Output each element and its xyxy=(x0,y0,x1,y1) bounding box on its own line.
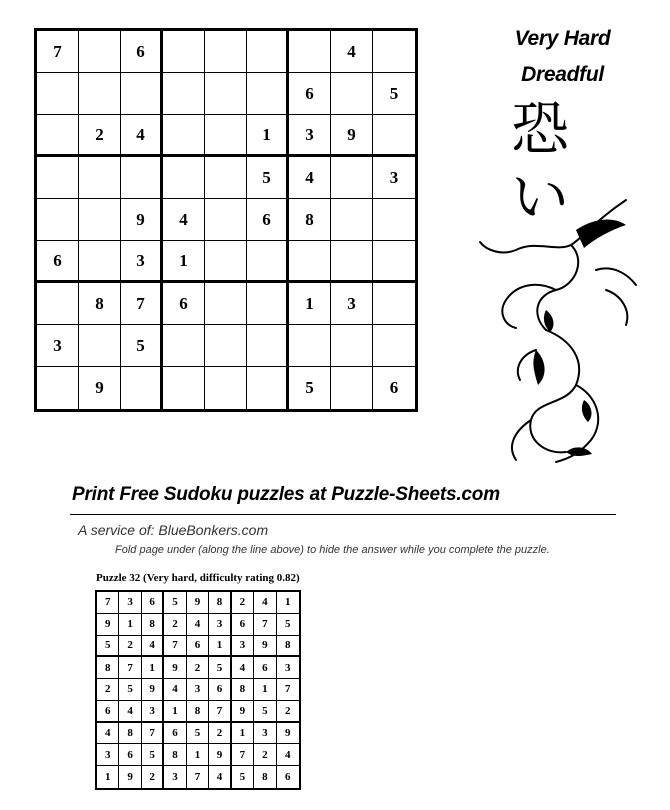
answer-cell: 9 xyxy=(164,657,186,679)
answer-cell: 9 xyxy=(254,636,276,658)
answer-cell: 9 xyxy=(97,614,119,636)
dragon-icon xyxy=(476,190,646,470)
answer-cell: 4 xyxy=(119,701,141,723)
puzzle-cell: 7 xyxy=(37,31,79,73)
difficulty-label: Very Hard xyxy=(514,27,611,50)
puzzle-cell: 6 xyxy=(121,31,163,73)
puzzle-cell: 9 xyxy=(331,115,373,157)
answer-cell: 4 xyxy=(232,657,254,679)
puzzle-cell xyxy=(331,199,373,241)
answer-cell: 3 xyxy=(142,701,164,723)
answer-cell: 3 xyxy=(277,657,299,679)
puzzle-cell xyxy=(247,367,289,409)
answer-cell: 2 xyxy=(164,614,186,636)
answer-cell: 9 xyxy=(209,744,231,766)
puzzle-cell xyxy=(331,325,373,367)
answer-cell: 1 xyxy=(209,636,231,658)
puzzle-cell xyxy=(163,115,205,157)
puzzle-cell: 3 xyxy=(331,283,373,325)
site-title: Print Free Sudoku puzzles at Puzzle-Sheets.com xyxy=(72,484,500,505)
puzzle-cell: 5 xyxy=(247,157,289,199)
answer-cell: 1 xyxy=(119,614,141,636)
answer-cell: 1 xyxy=(97,766,119,788)
answer-cell: 6 xyxy=(119,744,141,766)
puzzle-cell xyxy=(121,367,163,409)
answer-cell: 8 xyxy=(209,592,231,614)
answer-cell: 3 xyxy=(209,614,231,636)
puzzle-cell xyxy=(331,73,373,115)
answer-cell: 4 xyxy=(164,679,186,701)
puzzle-cell xyxy=(37,367,79,409)
puzzle-cell xyxy=(247,73,289,115)
puzzle-cell xyxy=(121,157,163,199)
puzzle-cell xyxy=(373,325,415,367)
puzzle-cell xyxy=(205,241,247,283)
puzzle-cell: 8 xyxy=(79,283,121,325)
puzzle-cell: 6 xyxy=(247,199,289,241)
puzzle-cell xyxy=(373,199,415,241)
puzzle-cell: 5 xyxy=(289,367,331,409)
answer-cell: 7 xyxy=(142,723,164,745)
puzzle-cell xyxy=(37,115,79,157)
puzzle-cell xyxy=(205,115,247,157)
puzzle-cell xyxy=(37,283,79,325)
answer-cell: 6 xyxy=(187,636,209,658)
answer-cell: 3 xyxy=(254,723,276,745)
puzzle-cell xyxy=(205,367,247,409)
puzzle-cell xyxy=(79,157,121,199)
answer-grid xyxy=(95,590,301,790)
answer-cell: 7 xyxy=(232,744,254,766)
answer-cell: 2 xyxy=(97,679,119,701)
difficulty-subtitle: Dreadful xyxy=(521,63,604,86)
puzzle-cell xyxy=(289,31,331,73)
puzzle-cell xyxy=(205,199,247,241)
answer-cell: 3 xyxy=(232,636,254,658)
puzzle-cell: 6 xyxy=(163,283,205,325)
answer-cell: 8 xyxy=(254,766,276,788)
answer-cell: 1 xyxy=(142,657,164,679)
answer-cell: 1 xyxy=(254,679,276,701)
puzzle-cell: 1 xyxy=(247,115,289,157)
answer-cell: 4 xyxy=(97,723,119,745)
answer-cell: 8 xyxy=(164,744,186,766)
answer-cell: 8 xyxy=(187,701,209,723)
puzzle-cell: 4 xyxy=(163,199,205,241)
answer-cell: 9 xyxy=(232,701,254,723)
puzzle-cell xyxy=(289,241,331,283)
puzzle-cell: 6 xyxy=(37,241,79,283)
answer-cell: 5 xyxy=(164,592,186,614)
puzzle-cell: 4 xyxy=(331,31,373,73)
answer-cell: 2 xyxy=(119,636,141,658)
puzzle-cell xyxy=(331,241,373,283)
answer-cell: 8 xyxy=(142,614,164,636)
puzzle-cell xyxy=(247,241,289,283)
puzzle-grid xyxy=(34,28,418,412)
answer-cell: 2 xyxy=(277,701,299,723)
answer-cell: 7 xyxy=(187,766,209,788)
answer-cell: 6 xyxy=(142,592,164,614)
puzzle-cell: 1 xyxy=(289,283,331,325)
answer-cell: 7 xyxy=(254,614,276,636)
kanji-character: 恐 xyxy=(510,95,569,163)
answer-cell: 8 xyxy=(277,636,299,658)
puzzle-cell xyxy=(79,325,121,367)
puzzle-cell: 4 xyxy=(289,157,331,199)
answer-cell: 2 xyxy=(142,766,164,788)
puzzle-cell: 6 xyxy=(389,378,399,397)
answer-cell: 7 xyxy=(164,636,186,658)
puzzle-cell: 7 xyxy=(121,283,163,325)
puzzle-cell xyxy=(247,31,289,73)
answer-cell: 6 xyxy=(254,657,276,679)
answer-cell: 8 xyxy=(97,657,119,679)
puzzle-cell: 9 xyxy=(121,199,163,241)
puzzle-cell: 3 xyxy=(289,115,331,157)
answer-cell: 2 xyxy=(254,744,276,766)
puzzle-cell xyxy=(163,367,205,409)
puzzle-cell xyxy=(163,157,205,199)
puzzle-cell xyxy=(205,31,247,73)
puzzle-cell xyxy=(373,241,415,283)
puzzle-cell: 9 xyxy=(79,367,121,409)
answer-cell: 7 xyxy=(277,679,299,701)
puzzle-cell xyxy=(79,199,121,241)
puzzle-cell xyxy=(205,73,247,115)
answer-cell: 5 xyxy=(119,679,141,701)
puzzle-cell xyxy=(121,73,163,115)
answer-cell: 5 xyxy=(254,701,276,723)
answer-cell: 3 xyxy=(164,766,186,788)
puzzle-cell xyxy=(373,31,415,73)
puzzle-cell xyxy=(205,157,247,199)
answer-cell: 4 xyxy=(277,744,299,766)
answer-cell: 2 xyxy=(232,592,254,614)
answer-cell: 4 xyxy=(209,766,231,788)
puzzle-cell xyxy=(289,325,331,367)
answer-cell: 3 xyxy=(119,592,141,614)
answer-cell: 5 xyxy=(187,723,209,745)
puzzle-cell: 1 xyxy=(163,241,205,283)
puzzle-cell xyxy=(37,157,79,199)
puzzle-cell xyxy=(163,325,205,367)
puzzle-cell xyxy=(331,367,373,409)
answer-title: Puzzle 32 (Very hard, difficulty rating 0.82) xyxy=(96,572,300,584)
puzzle-cell: 3 xyxy=(373,157,415,199)
answer-cell: 8 xyxy=(119,723,141,745)
answer-cell: 9 xyxy=(142,679,164,701)
answer-cell: 1 xyxy=(187,744,209,766)
puzzle-cell xyxy=(373,115,415,157)
puzzle-cell: 8 xyxy=(289,199,331,241)
answer-cell: 7 xyxy=(119,657,141,679)
answer-cell: 5 xyxy=(232,766,254,788)
service-credit: A service of: BlueBonkers.com xyxy=(78,522,269,538)
fold-line xyxy=(70,514,616,515)
puzzle-cell: 6 xyxy=(289,73,331,115)
fold-instruction: Fold page under (along the line above) to hide the answer while you complete the puzzle. xyxy=(115,544,550,556)
answer-cell: 2 xyxy=(187,657,209,679)
puzzle-cell xyxy=(205,325,247,367)
answer-cell: 5 xyxy=(209,657,231,679)
answer-cell: 1 xyxy=(277,592,299,614)
puzzle-cell: 5 xyxy=(121,325,163,367)
puzzle-cell xyxy=(79,31,121,73)
answer-cell: 6 xyxy=(97,701,119,723)
answer-cell: 4 xyxy=(187,614,209,636)
puzzle-cell xyxy=(37,73,79,115)
answer-cell: 1 xyxy=(164,701,186,723)
answer-cell: 5 xyxy=(277,614,299,636)
answer-cell: 1 xyxy=(232,723,254,745)
answer-cell: 6 xyxy=(285,771,291,784)
answer-cell: 2 xyxy=(209,723,231,745)
puzzle-cell xyxy=(37,199,79,241)
puzzle-cell xyxy=(79,73,121,115)
answer-cell: 3 xyxy=(187,679,209,701)
puzzle-cell xyxy=(247,283,289,325)
puzzle-cell xyxy=(205,283,247,325)
puzzle-cell xyxy=(331,157,373,199)
puzzle-cell: 5 xyxy=(373,73,415,115)
answer-cell: 8 xyxy=(232,679,254,701)
answer-cell: 4 xyxy=(254,592,276,614)
answer-cell: 7 xyxy=(209,701,231,723)
kanji-character: い xyxy=(510,163,569,231)
answer-cell: 6 xyxy=(232,614,254,636)
answer-cell: 6 xyxy=(164,723,186,745)
answer-cell: 4 xyxy=(142,636,164,658)
answer-cell: 9 xyxy=(187,592,209,614)
answer-cell: 5 xyxy=(97,636,119,658)
answer-cell: 5 xyxy=(142,744,164,766)
answer-cell: 9 xyxy=(277,723,299,745)
answer-cell: 6 xyxy=(209,679,231,701)
answer-cell: 7 xyxy=(97,592,119,614)
puzzle-cell: 3 xyxy=(37,325,79,367)
answer-cell: 9 xyxy=(119,766,141,788)
puzzle-cell xyxy=(373,283,415,325)
puzzle-cell xyxy=(163,31,205,73)
answer-cell: 3 xyxy=(97,744,119,766)
puzzle-cell: 4 xyxy=(121,115,163,157)
puzzle-cell xyxy=(247,325,289,367)
puzzle-cell xyxy=(163,73,205,115)
puzzle-cell xyxy=(79,241,121,283)
puzzle-cell: 3 xyxy=(121,241,163,283)
puzzle-cell: 2 xyxy=(79,115,121,157)
